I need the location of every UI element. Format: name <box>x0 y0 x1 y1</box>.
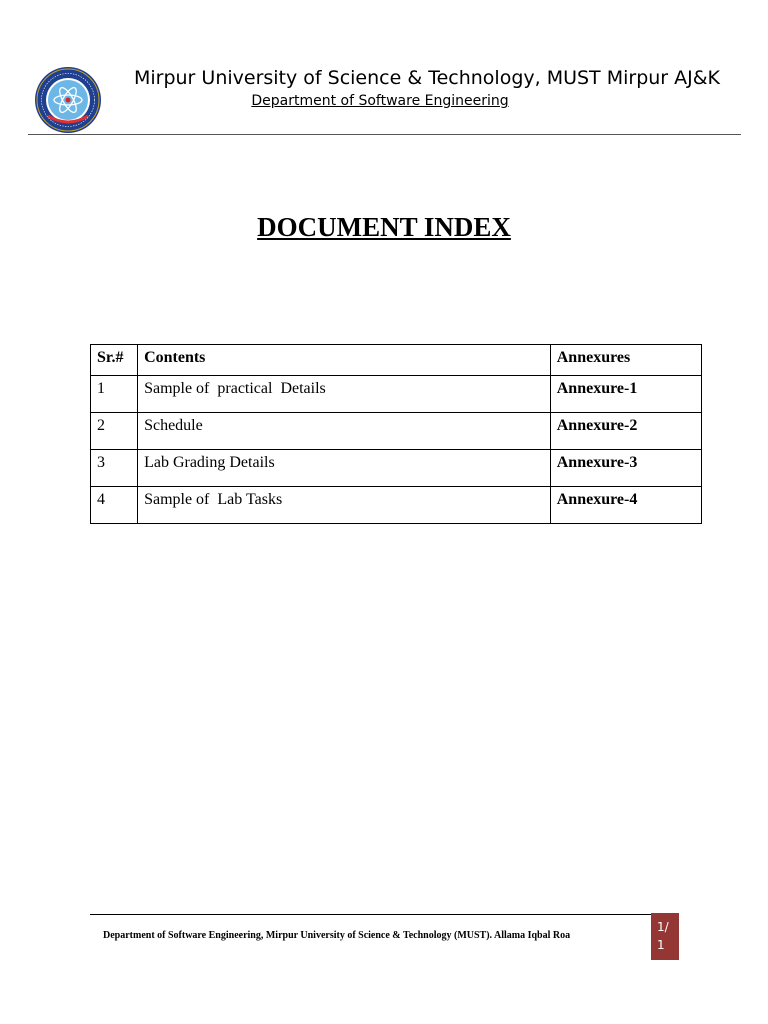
footer-divider <box>90 914 651 915</box>
table-row <box>91 376 702 413</box>
table-row <box>91 450 702 487</box>
header-divider <box>28 134 741 135</box>
row-annexure: Annexure-1 <box>550 376 701 413</box>
row-sr: 1 <box>91 376 138 413</box>
row-contents: Sample of Lab Tasks <box>138 487 551 524</box>
page-number-line2: 1 <box>657 938 665 952</box>
page-number-line1: 1/ <box>657 920 669 934</box>
row-annexure: Annexure-2 <box>550 413 701 450</box>
header-contents: Contents <box>138 345 551 376</box>
row-annexure: Annexure-3 <box>550 450 701 487</box>
table-row <box>91 413 702 450</box>
document-index-table <box>90 344 702 524</box>
row-sr: 4 <box>91 487 138 524</box>
row-contents: Sample of practical Details <box>138 376 551 413</box>
university-logo <box>34 66 102 134</box>
header-sr: Sr.# <box>91 345 138 376</box>
row-contents: Schedule <box>138 413 551 450</box>
footer-text: Department of Software Engineering, Mirpur University of Science & Technology (MUST). Allama Iqbal Roa <box>103 930 571 941</box>
row-sr: 2 <box>91 413 138 450</box>
row-annexure: Annexure-4 <box>550 487 701 524</box>
table-row <box>91 487 702 524</box>
page-number-badge <box>651 913 679 960</box>
university-name: Mirpur University of Science & Technology, MUST Mirpur AJ&K <box>133 67 721 89</box>
row-contents: Lab Grading Details <box>138 450 551 487</box>
row-sr: 3 <box>91 450 138 487</box>
header-annexures: Annexures <box>550 345 701 376</box>
table-header-row <box>91 345 702 376</box>
department-name: Department of Software Engineering <box>251 93 509 109</box>
document-title: DOCUMENT INDEX <box>257 212 511 242</box>
